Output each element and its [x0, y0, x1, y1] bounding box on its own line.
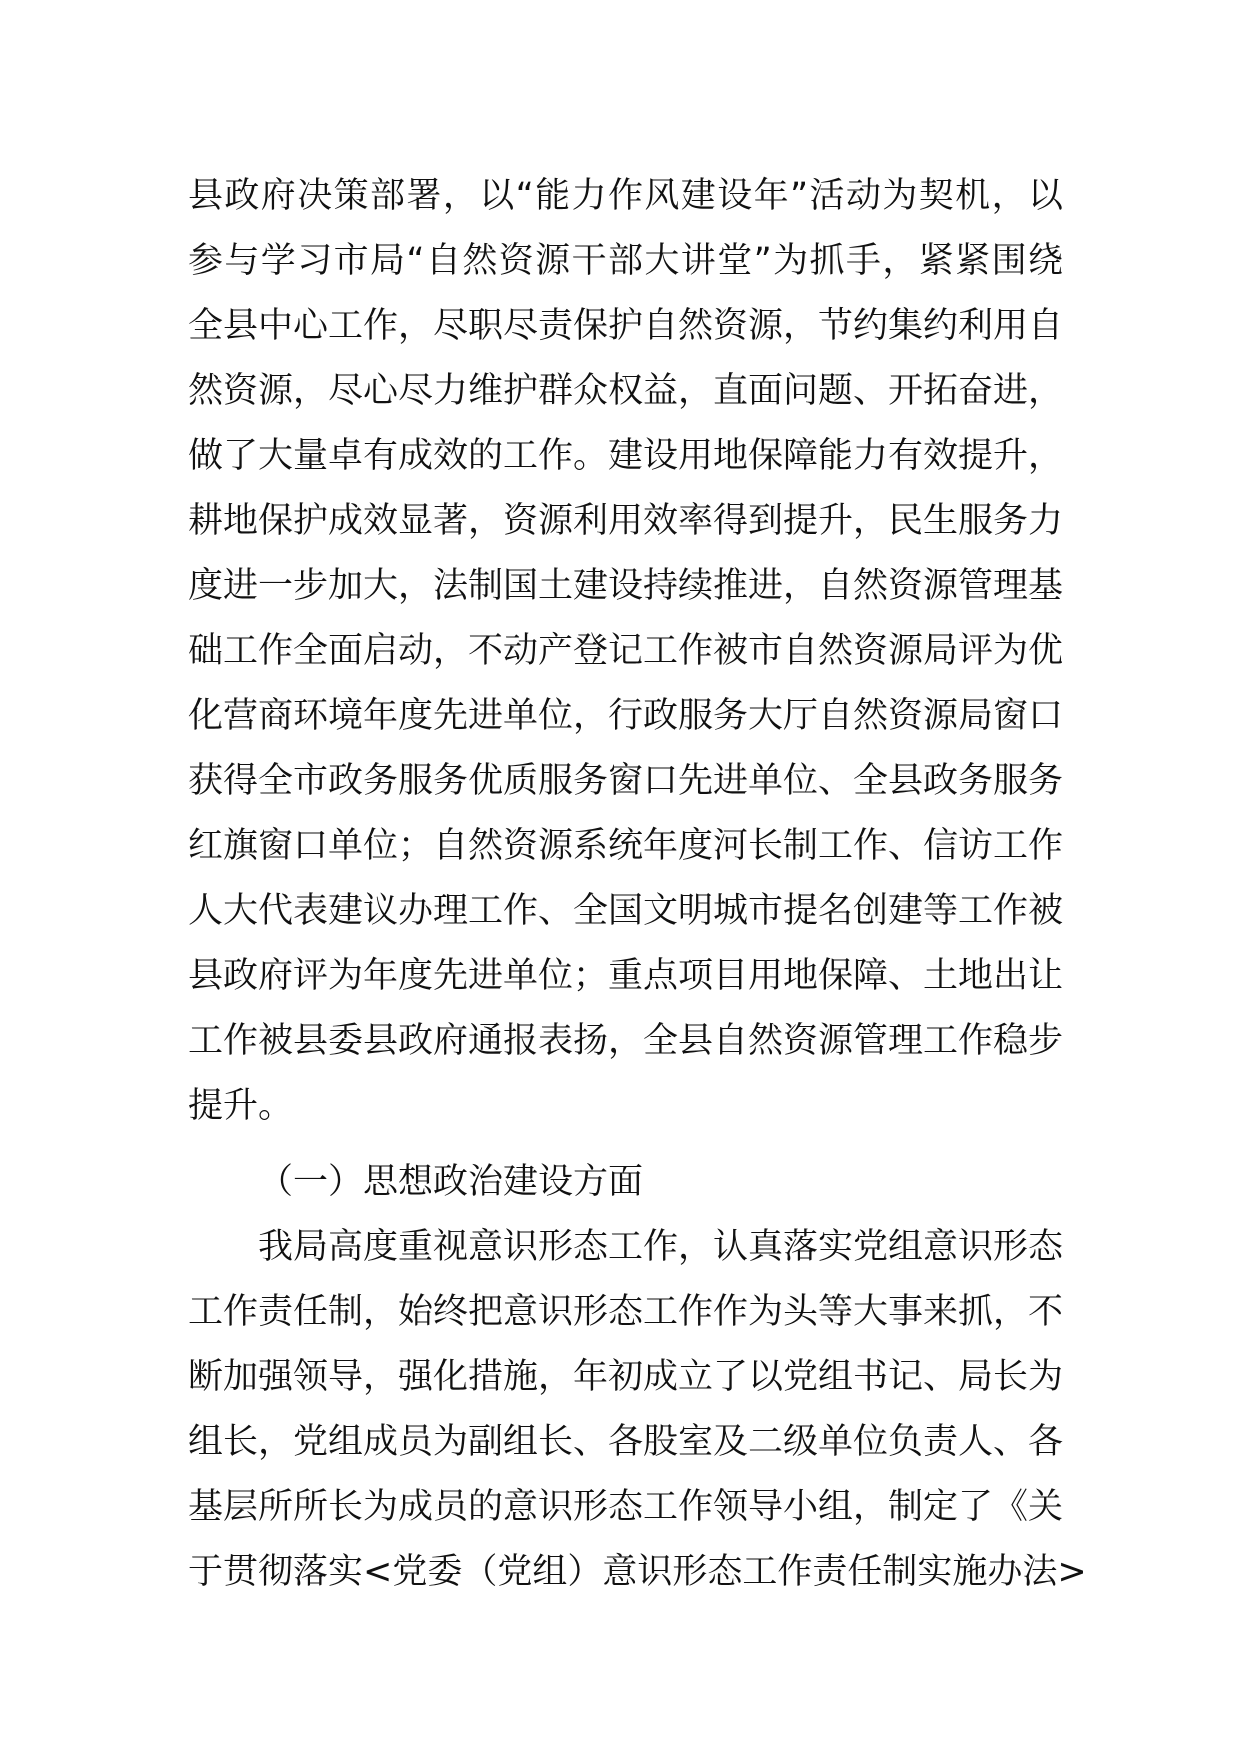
paragraph-line: 工作被县委县政府通报表扬，全县自然资源管理工作稳步	[188, 1021, 1064, 1061]
paragraph-line: 县政府决策部署，以“能力作风建设年”活动为契机，以	[188, 176, 1063, 216]
paragraph-line: 我局高度重视意识形态工作，认真落实党组意识形态	[258, 1227, 1064, 1267]
paragraph-line: 县政府评为年度先进单位；重点项目用地保障、土地出让	[188, 956, 1064, 996]
paragraph-line: 断加强领导，强化措施，年初成立了以党组书记、局长为	[188, 1357, 1064, 1397]
paragraph-line: 基层所所长为成员的意识形态工作领导小组，制定了《关	[188, 1487, 1064, 1527]
paragraph-line: 然资源，尽心尽力维护群众权益，直面问题、开拓奋进，	[188, 371, 1064, 411]
paragraph-line: 组长，党组成员为副组长、各股室及二级单位负责人、各	[188, 1422, 1064, 1462]
section-heading: （一）思想政治建设方面	[258, 1162, 644, 1202]
paragraph-line: 获得全市政务服务优质服务窗口先进单位、全县政务服务	[188, 761, 1064, 801]
paragraph-line: 工作责任制，始终把意识形态工作作为头等大事来抓，不	[188, 1292, 1064, 1332]
paragraph-line: 度进一步加大，法制国土建设持续推进，自然资源管理基	[188, 566, 1064, 606]
paragraph-line: 做了大量卓有成效的工作。建设用地保障能力有效提升，	[188, 436, 1064, 476]
paragraph-line: 于贯彻落实<党委（党组）意识形态工作责任制实施办法>	[188, 1552, 1087, 1592]
paragraph-line: 提升。	[188, 1086, 294, 1126]
paragraph-line: 人大代表建议办理工作、全国文明城市提名创建等工作被	[188, 891, 1064, 931]
paragraph-line: 参与学习市局“自然资源干部大讲堂”为抓手，紧紧围绕	[188, 241, 1063, 281]
paragraph-line: 础工作全面启动，不动产登记工作被市自然资源局评为优	[188, 631, 1064, 671]
body-paragraph-1	[188, 164, 1063, 1139]
body-paragraph-2	[188, 1215, 1087, 1605]
paragraph-line: 化营商环境年度先进单位，行政服务大厅自然资源局窗口	[188, 696, 1064, 736]
paragraph-line: 耕地保护成效显著，资源利用效率得到提升，民生服务力	[188, 501, 1064, 541]
paragraph-line: 全县中心工作，尽职尽责保护自然资源，节约集约利用自	[188, 306, 1064, 346]
paragraph-line: 红旗窗口单位；自然资源系统年度河长制工作、信访工作	[188, 826, 1064, 866]
